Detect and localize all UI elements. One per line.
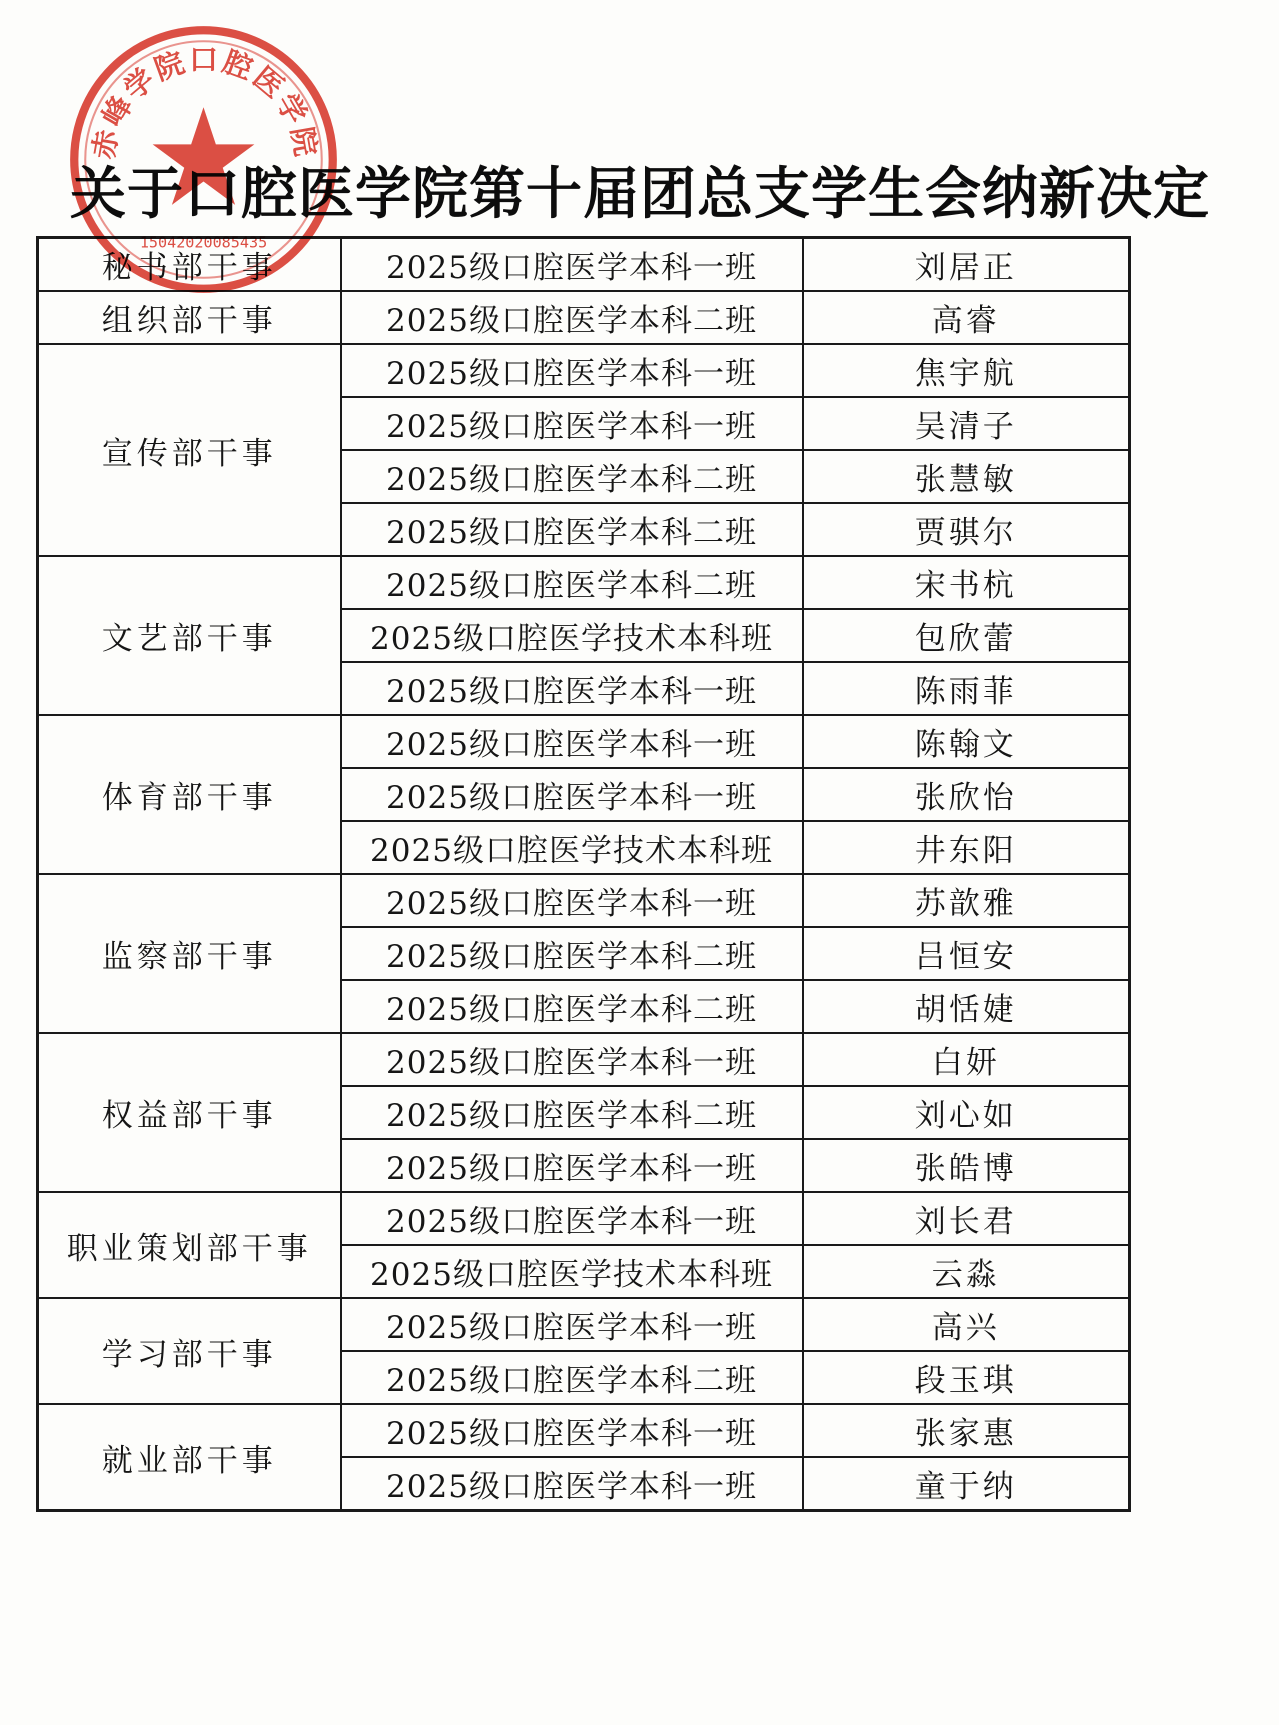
student-name-cell: 陈翰文 (803, 715, 1130, 768)
table-row (38, 715, 1130, 768)
table-row (38, 1404, 1130, 1457)
class-cell: 2025级口腔医学本科一班 (341, 238, 803, 292)
table-row (38, 556, 1130, 609)
official-seal (66, 22, 341, 297)
class-cell: 2025级口腔医学本科二班 (341, 927, 803, 980)
table-row (38, 1033, 1130, 1086)
student-name-cell: 高兴 (803, 1298, 1130, 1351)
department-cell: 体育部干事 (38, 715, 341, 874)
department-cell: 文艺部干事 (38, 556, 341, 715)
table-row (38, 291, 1130, 344)
class-cell: 2025级口腔医学本科一班 (341, 1457, 803, 1511)
class-cell: 2025级口腔医学本科一班 (341, 715, 803, 768)
class-cell: 2025级口腔医学本科二班 (341, 450, 803, 503)
class-cell: 2025级口腔医学本科一班 (341, 1139, 803, 1192)
department-cell: 监察部干事 (38, 874, 341, 1033)
student-name-cell: 焦宇航 (803, 344, 1130, 397)
document-title: 关于口腔医学院第十届团总支学生会纳新决定 (70, 162, 1210, 227)
class-cell: 2025级口腔医学本科二班 (341, 291, 803, 344)
department-cell: 秘书部干事 (38, 238, 341, 292)
table-row (38, 1298, 1130, 1351)
student-name-cell: 张皓博 (803, 1139, 1130, 1192)
student-name-cell: 张欣怡 (803, 768, 1130, 821)
class-cell: 2025级口腔医学本科一班 (341, 662, 803, 715)
department-cell: 宣传部干事 (38, 344, 341, 556)
class-cell: 2025级口腔医学本科一班 (341, 768, 803, 821)
student-name-cell: 张慧敏 (803, 450, 1130, 503)
student-name-cell: 贾骐尔 (803, 503, 1130, 556)
class-cell: 2025级口腔医学本科一班 (341, 874, 803, 927)
class-cell: 2025级口腔医学本科二班 (341, 1086, 803, 1139)
table-row (38, 874, 1130, 927)
class-cell: 2025级口腔医学本科二班 (341, 980, 803, 1033)
student-name-cell: 胡恬婕 (803, 980, 1130, 1033)
student-name-cell: 苏歆雅 (803, 874, 1130, 927)
department-cell: 职业策划部干事 (38, 1192, 341, 1298)
class-cell: 2025级口腔医学本科一班 (341, 1192, 803, 1245)
student-name-cell: 吕恒安 (803, 927, 1130, 980)
student-name-cell: 刘长君 (803, 1192, 1130, 1245)
student-name-cell: 刘居正 (803, 238, 1130, 292)
student-name-cell: 包欣蕾 (803, 609, 1130, 662)
department-cell: 就业部干事 (38, 1404, 341, 1511)
student-name-cell: 张家惠 (803, 1404, 1130, 1457)
student-name-cell: 吴清子 (803, 397, 1130, 450)
class-cell: 2025级口腔医学本科二班 (341, 1351, 803, 1404)
table-row (38, 344, 1130, 397)
roster-body (38, 238, 1130, 1511)
student-name-cell: 高睿 (803, 291, 1130, 344)
seal-text: 赤峰学院口腔医学院 (86, 42, 324, 162)
department-cell: 学习部干事 (38, 1298, 341, 1404)
student-name-cell: 云淼 (803, 1245, 1130, 1298)
student-name-cell: 井东阳 (803, 821, 1130, 874)
class-cell: 2025级口腔医学本科二班 (341, 556, 803, 609)
roster-table (36, 233, 1131, 1512)
class-cell: 2025级口腔医学本科一班 (341, 397, 803, 450)
student-name-cell: 童于纳 (803, 1457, 1130, 1511)
table-row (38, 1192, 1130, 1245)
class-cell: 2025级口腔医学技术本科班 (341, 609, 803, 662)
class-cell: 2025级口腔医学本科一班 (341, 1404, 803, 1457)
seal-code: 15042020085435 (139, 233, 268, 252)
student-name-cell: 段玉琪 (803, 1351, 1130, 1404)
class-cell: 2025级口腔医学本科一班 (341, 344, 803, 397)
student-name-cell: 陈雨菲 (803, 662, 1130, 715)
student-name-cell: 白妍 (803, 1033, 1130, 1086)
seal-star-icon (153, 107, 255, 205)
class-cell: 2025级口腔医学本科一班 (341, 1298, 803, 1351)
student-name-cell: 刘心如 (803, 1086, 1130, 1139)
class-cell: 2025级口腔医学本科一班 (341, 1033, 803, 1086)
student-name-cell: 宋书杭 (803, 556, 1130, 609)
class-cell: 2025级口腔医学技术本科班 (341, 821, 803, 874)
department-cell: 权益部干事 (38, 1033, 341, 1192)
department-cell: 组织部干事 (38, 291, 341, 344)
class-cell: 2025级口腔医学本科二班 (341, 503, 803, 556)
class-cell: 2025级口腔医学技术本科班 (341, 1245, 803, 1298)
